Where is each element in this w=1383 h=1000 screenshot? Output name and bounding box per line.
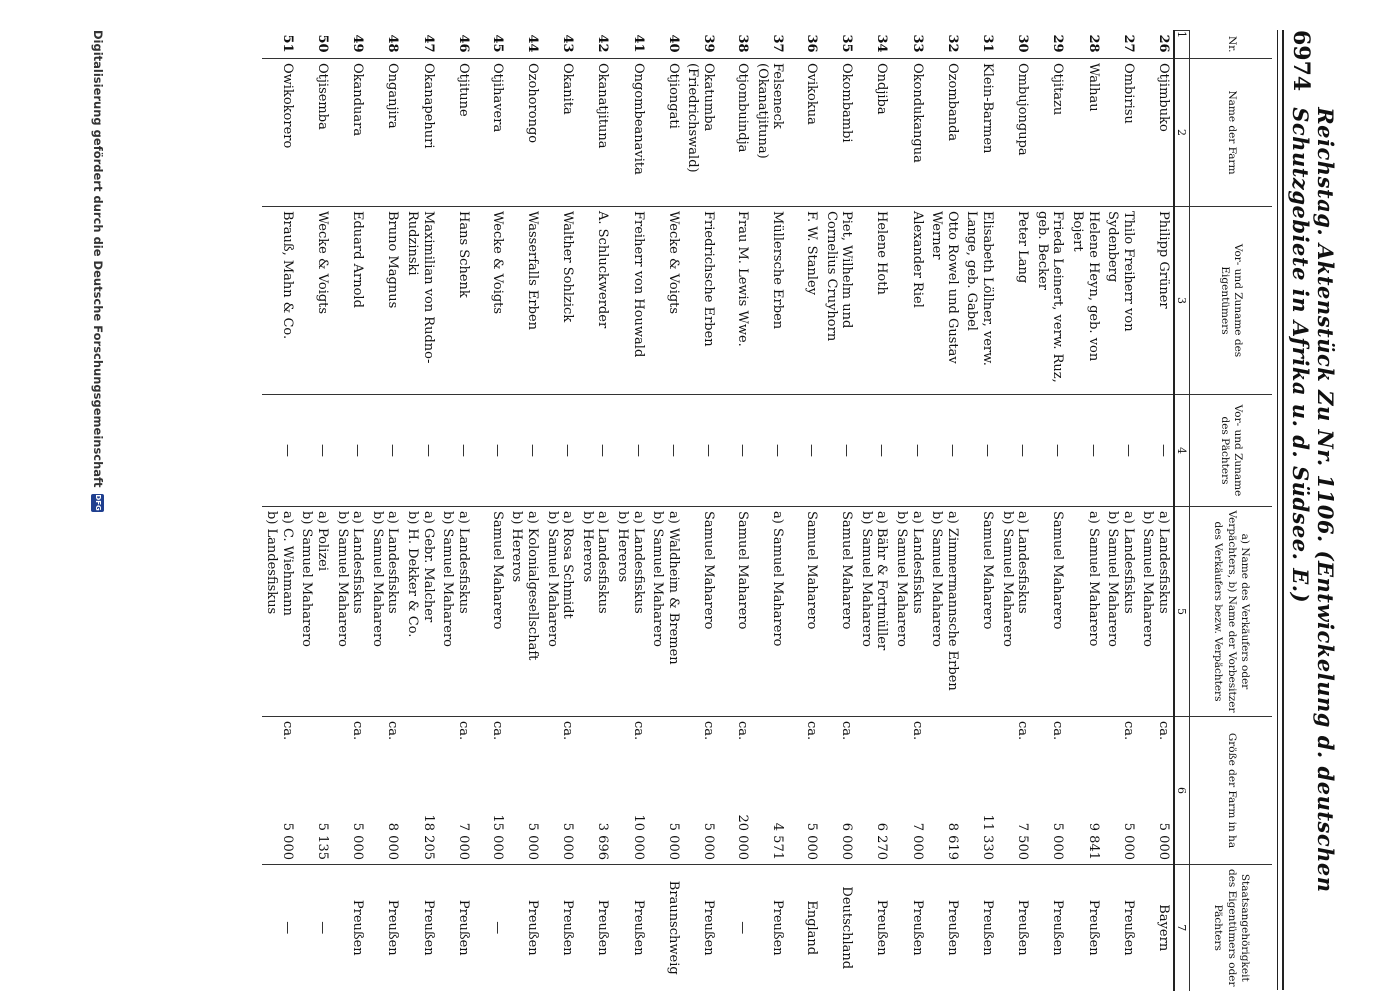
size-approx: ca. — [1120, 721, 1136, 741]
seller-name: Samuel Maharero — [962, 507, 997, 717]
size-value: 10 000 — [630, 814, 646, 860]
size-value: 5 000 — [350, 822, 366, 860]
size-approx: ca. — [909, 721, 925, 741]
table-row — [648, 31, 683, 991]
farm-table — [262, 30, 1272, 991]
seller-name: a) Landesfiskus b) Samuel Maharero — [1103, 507, 1138, 717]
nationality: Preußen — [542, 865, 577, 991]
nationality: Preußen — [577, 865, 612, 991]
table-row — [438, 31, 473, 991]
row-number: 41 — [630, 34, 646, 53]
seller-name: a) Landesfiskus b) Samuel Maharero — [1138, 507, 1174, 717]
tenant-name: — — [752, 395, 787, 507]
farm-name: Ongombeanavita — [612, 59, 647, 207]
size-value: 9 841 — [1085, 822, 1101, 860]
row-number: 43 — [560, 34, 576, 53]
size-approx: ca. — [839, 721, 855, 741]
table-row — [821, 31, 856, 991]
owner-name: Walther Sohlzick — [542, 207, 577, 395]
owner-name: Friedrichsche Erben — [683, 207, 718, 395]
seller-name: a) Landesfiskus b) Hereros — [612, 507, 647, 717]
farm-size — [892, 717, 927, 865]
tenant-name: — — [648, 395, 683, 507]
table-row — [577, 31, 612, 991]
size-value: 7 000 — [455, 822, 471, 860]
farm-size — [648, 717, 683, 865]
tenant-name: — — [1067, 395, 1102, 507]
table-row — [1138, 31, 1174, 991]
farm-size — [367, 717, 402, 865]
size-approx: ca. — [385, 721, 401, 741]
tenant-name: — — [612, 395, 647, 507]
table-row — [612, 31, 647, 991]
col-header-nr: Nr. — [1190, 31, 1273, 59]
col-header-state: Staatsangehörigkeit des Eigentümers oder Pächters — [1190, 865, 1273, 991]
table-row — [542, 31, 577, 991]
size-approx: ca. — [455, 721, 471, 741]
col-number: 4 — [1174, 395, 1190, 507]
owner-name: Wecke & Voigts — [648, 207, 683, 395]
seller-name: a) Samuel Maharero — [1067, 507, 1102, 717]
nationality: — — [297, 865, 332, 991]
table-row — [367, 31, 402, 991]
size-value: 7 000 — [909, 822, 925, 860]
nationality: Preußen — [1032, 865, 1067, 991]
tenant-name: — — [438, 395, 473, 507]
owner-name: Bruno Magnus — [367, 207, 402, 395]
table-row — [892, 31, 927, 991]
tenant-name: — — [577, 395, 612, 507]
table-body — [262, 31, 1174, 991]
row-number: 30 — [1015, 34, 1031, 53]
col-number: 1 — [1174, 31, 1190, 59]
nationality: — — [718, 865, 752, 991]
tenant-name: — — [962, 395, 997, 507]
nationality: Preußen — [962, 865, 997, 991]
seller-name: a) Samuel Maharero — [752, 507, 787, 717]
row-number: 37 — [770, 34, 786, 53]
col-header-owner: Vor- und Zuname des Eigentümers — [1190, 207, 1273, 395]
farm-name: Felseneck (Okanatjituna) — [752, 59, 787, 207]
farm-name: Okombambi — [821, 59, 856, 207]
size-value: 6 000 — [839, 822, 855, 860]
size-approx: ca. — [560, 721, 576, 741]
tenant-name: — — [367, 395, 402, 507]
tenant-name: — — [262, 395, 297, 507]
farm-name: Klein-Barmen — [962, 59, 997, 207]
footer-text: Digitalisierung gefördert durch die Deutsche Forschungsgemeinschaft — [91, 30, 105, 488]
seller-name: a) Kolonialgesellschaft b) Hereros — [507, 507, 542, 717]
owner-name: F. W. Stanley — [787, 207, 821, 395]
row-number: 45 — [489, 34, 505, 53]
page-header — [1288, 30, 1338, 990]
col-number: 2 — [1174, 59, 1190, 207]
nationality: Preußen — [927, 865, 962, 991]
nationality: Preußen — [1067, 865, 1102, 991]
seller-name: Samuel Maharero — [718, 507, 752, 717]
size-value: 5 000 — [1050, 822, 1066, 860]
farm-size — [683, 717, 718, 865]
farm-name: Walhau — [1067, 59, 1102, 207]
table-row — [1067, 31, 1102, 991]
tenant-name: — — [1138, 395, 1174, 507]
farm-size — [927, 717, 962, 865]
row-number: 47 — [420, 34, 436, 53]
nationality: — — [262, 865, 297, 991]
size-value: 6 270 — [874, 822, 890, 860]
size-approx: ca. — [489, 721, 505, 741]
farm-size — [1138, 717, 1174, 865]
seller-name: Samuel Maharero — [821, 507, 856, 717]
owner-name: Thilo Freiherr von Sydenberg — [1103, 207, 1138, 395]
size-value: 8 000 — [385, 822, 401, 860]
table-row — [297, 31, 332, 991]
owner-name: Brauß, Mahn & Co. — [262, 207, 297, 395]
col-header-seller: a) Name des Verkäufers oder Verpächters, b) Name der Vorbesitzer des Verkäufers bezw. Verpächters — [1190, 507, 1273, 717]
farm-name: Otjiongati — [648, 59, 683, 207]
row-number: 35 — [839, 34, 855, 53]
seller-name: Samuel Maharero — [787, 507, 821, 717]
table-row — [856, 31, 891, 991]
row-number: 44 — [525, 34, 540, 53]
seller-name: a) Landesfiskus b) Hereros — [577, 507, 612, 717]
size-value: 5 000 — [279, 822, 295, 860]
nationality: Deutschland — [821, 865, 856, 991]
farm-size — [718, 717, 752, 865]
seller-name: a) Waldheim & Bremen b) Samuel Maharero — [648, 507, 683, 717]
farm-size — [612, 717, 647, 865]
farm-name: Okanduara — [332, 59, 367, 207]
tenant-name: — — [332, 395, 367, 507]
farm-size — [473, 717, 507, 865]
tenant-name: — — [718, 395, 752, 507]
owner-name: Wecke & Voigts — [473, 207, 507, 395]
nationality: Preußen — [1103, 865, 1138, 991]
owner-name: Alexander Riel — [892, 207, 927, 395]
nationality: Preußen — [892, 865, 927, 991]
nationality: Preußen — [402, 865, 437, 991]
size-value: 5 000 — [804, 822, 820, 860]
tenant-name: — — [297, 395, 332, 507]
tenant-name: — — [507, 395, 542, 507]
size-approx: ca. — [804, 721, 820, 741]
farm-size — [787, 717, 821, 865]
size-value: 18 205 — [420, 814, 436, 860]
farm-name: Okanita — [542, 59, 577, 207]
farm-name: Okatumba (Friedrichswald) — [683, 59, 718, 207]
table-row — [332, 31, 367, 991]
size-value: 5 000 — [1120, 822, 1136, 860]
farm-size — [962, 717, 997, 865]
farm-size — [507, 717, 542, 865]
nationality: Preußen — [507, 865, 542, 991]
seller-name: Samuel Maharero — [473, 507, 507, 717]
owner-name: Piet, Wilhelm und Cornelius Cruyhorn — [821, 207, 856, 395]
seller-name: a) Rosa Schmidt b) Samuel Maharero — [542, 507, 577, 717]
farm-name: Okondukangua — [892, 59, 927, 207]
tenant-name: — — [1032, 395, 1067, 507]
owner-name: Eduard Arnold — [332, 207, 367, 395]
tenant-name: — — [892, 395, 927, 507]
row-number: 33 — [909, 34, 925, 53]
size-approx: ca. — [1050, 721, 1066, 741]
column-number-row — [1174, 31, 1190, 991]
page-footer — [88, 30, 108, 990]
owner-name: Helene Heyn, geb. von Bojert — [1067, 207, 1102, 395]
farm-size — [821, 717, 856, 865]
owner-name: Frieda Leinert, verw. Ruz, geb. Becker — [1032, 207, 1067, 395]
nationality: Preußen — [332, 865, 367, 991]
nationality: Braunschweig — [648, 865, 683, 991]
row-number: 48 — [385, 34, 401, 53]
table-row — [262, 31, 297, 991]
row-number: 38 — [734, 34, 750, 53]
seller-name: a) Landesfiskus b) Samuel Maharero — [892, 507, 927, 717]
owner-name: Peter Lang — [997, 207, 1032, 395]
size-value: 7 500 — [1015, 822, 1031, 860]
owner-name: Wecke & Voigts — [297, 207, 332, 395]
col-header-size: Größe der Farm in ha — [1190, 717, 1273, 865]
table-row — [473, 31, 507, 991]
farm-size — [997, 717, 1032, 865]
farm-name: Ovikokua — [787, 59, 821, 207]
size-value: 5 000 — [560, 822, 576, 860]
size-approx: ca. — [630, 721, 646, 741]
size-approx: ca. — [350, 721, 366, 741]
size-value: 20 000 — [734, 814, 750, 860]
size-value: 5 000 — [665, 822, 681, 860]
tenant-name: — — [1103, 395, 1138, 507]
tenant-name: — — [402, 395, 437, 507]
table-row — [1032, 31, 1067, 991]
tenant-name: — — [473, 395, 507, 507]
seller-name: a) Landesfiskus b) Samuel Maharero — [438, 507, 473, 717]
header-row — [1190, 31, 1273, 991]
size-approx: ca. — [279, 721, 295, 741]
farm-name: Ombirisu — [1103, 59, 1138, 207]
row-number: 32 — [944, 34, 960, 53]
col-number: 6 — [1174, 717, 1190, 865]
farm-name: Onganjira — [367, 59, 402, 207]
size-value: 5 000 — [525, 822, 540, 860]
owner-name: Otto Rowel und Gustav Werner — [927, 207, 962, 395]
farm-name: Okanatjituna — [577, 59, 612, 207]
seller-name: Samuel Maharero — [683, 507, 718, 717]
farm-size — [1032, 717, 1067, 865]
tenant-name: — — [821, 395, 856, 507]
size-value: 3 696 — [595, 822, 611, 860]
size-value: 15 000 — [489, 814, 505, 860]
farm-name: Ozombanda — [927, 59, 962, 207]
owner-name: Wasserfalls Erben — [507, 207, 542, 395]
size-value: 5 135 — [315, 822, 331, 860]
nationality: Preußen — [683, 865, 718, 991]
row-number: 50 — [315, 34, 331, 53]
table-row — [787, 31, 821, 991]
seller-name: a) Zimmermannsche Erben b) Samuel Maharero — [927, 507, 962, 717]
seller-name: a) Polizei b) Samuel Maharero — [297, 507, 332, 717]
seller-name: a) Gebr. Malcher b) H. Dekker & Co. — [402, 507, 437, 717]
farm-size — [752, 717, 787, 865]
page-title: Reichstag. Aktenstück Zu Nr. 1106. (Entwickelung d. deutschen Schutzgebiete in Afrika u. d. Südsee. E.) — [1288, 107, 1338, 893]
farm-size — [297, 717, 332, 865]
nationality: Preußen — [438, 865, 473, 991]
col-number: 7 — [1174, 865, 1190, 991]
owner-name: Maximilian von Rudno-Rudzinski — [402, 207, 437, 395]
farm-name: Otjihavera — [473, 59, 507, 207]
tenant-name: — — [683, 395, 718, 507]
row-number: 29 — [1050, 34, 1066, 53]
col-number: 3 — [1174, 207, 1190, 395]
size-approx: ca. — [734, 721, 750, 741]
farm-name: Ondjiba — [856, 59, 891, 207]
rotated-document — [85, 30, 1338, 990]
farm-size — [262, 717, 297, 865]
seller-name: a) C. Wiehmann b) Landesfiskus — [262, 507, 297, 717]
row-number: 34 — [874, 34, 890, 53]
size-approx: ca. — [1156, 721, 1171, 741]
owner-name: Elisabeth Löllner, verw. Lange, geb. Gabel — [962, 207, 997, 395]
farm-name: Ozohorongo — [507, 59, 542, 207]
farm-size — [542, 717, 577, 865]
row-number: 49 — [350, 34, 366, 53]
dfg-logo: DFG — [92, 494, 105, 512]
farm-name: Otjitazu — [1032, 59, 1067, 207]
tenant-name: — — [542, 395, 577, 507]
owner-name: Philipp Grüner — [1138, 207, 1174, 395]
farm-size — [1103, 717, 1138, 865]
table-row — [683, 31, 718, 991]
farm-name: Owikokorero — [262, 59, 297, 207]
farm-name: Ombujongupa — [997, 59, 1032, 207]
nationality: Preußen — [997, 865, 1032, 991]
table-row — [752, 31, 787, 991]
farm-name: Otjitune — [438, 59, 473, 207]
farm-size — [856, 717, 891, 865]
farm-size — [1067, 717, 1102, 865]
row-number: 28 — [1085, 34, 1101, 53]
nationality: Preußen — [752, 865, 787, 991]
farm-name: Okanapehuri — [402, 59, 437, 207]
tenant-name: — — [856, 395, 891, 507]
nationality: Bayern — [1138, 865, 1174, 991]
size-value: 5 000 — [1156, 822, 1171, 860]
row-number: 27 — [1120, 34, 1136, 53]
row-number: 40 — [665, 34, 681, 53]
farm-size — [332, 717, 367, 865]
table-row — [962, 31, 997, 991]
owner-name: Frau M. Lewis Wwe. — [718, 207, 752, 395]
farm-name: Otjombuindja — [718, 59, 752, 207]
seller-name: a) Landesfiskus b) Samuel Maharero — [997, 507, 1032, 717]
page-number: 6974 — [1288, 30, 1314, 92]
nationality: England — [787, 865, 821, 991]
size-value: 4 571 — [770, 822, 786, 860]
row-number: 36 — [804, 34, 820, 53]
farm-size — [402, 717, 437, 865]
seller-name: a) Landesfiskus b) Samuel Maharero — [367, 507, 402, 717]
row-number: 51 — [279, 34, 295, 53]
size-value: 11 330 — [980, 814, 996, 860]
nationality: Preußen — [367, 865, 402, 991]
col-header-farm: Name der Farm — [1190, 59, 1273, 207]
farm-size — [438, 717, 473, 865]
size-approx: ca. — [1015, 721, 1031, 741]
table-row — [927, 31, 962, 991]
size-value: 5 000 — [700, 822, 716, 860]
owner-name: Hans Schenk — [438, 207, 473, 395]
farm-size — [577, 717, 612, 865]
tenant-name: — — [787, 395, 821, 507]
table-row — [1103, 31, 1138, 991]
table-row — [718, 31, 752, 991]
row-number: 39 — [700, 34, 716, 53]
tenant-name: — — [997, 395, 1032, 507]
farm-name: Otjisemba — [297, 59, 332, 207]
table-row — [402, 31, 437, 991]
header-rule — [1277, 30, 1284, 990]
owner-name: A. Schluckwerder — [577, 207, 612, 395]
size-approx: ca. — [700, 721, 716, 741]
nationality: Preußen — [856, 865, 891, 991]
nationality: Preußen — [612, 865, 647, 991]
seller-name: Samuel Maharero — [1032, 507, 1067, 717]
nationality: — — [473, 865, 507, 991]
size-value: 8 619 — [944, 822, 960, 860]
owner-name: Müllersche Erben — [752, 207, 787, 395]
tenant-name: — — [927, 395, 962, 507]
seller-name: a) Landesfiskus b) Samuel Maharero — [332, 507, 367, 717]
row-number: 26 — [1156, 34, 1171, 53]
owner-name: Helene Hoth — [856, 207, 891, 395]
farm-name: Otjimbuko — [1138, 59, 1174, 207]
seller-name: a) Bähr & Fortmüller b) Samuel Maharero — [856, 507, 891, 717]
col-header-tenant: Vor- und Zuname des Pächters — [1190, 395, 1273, 507]
owner-name: Freiherr von Houwald — [612, 207, 647, 395]
table-row — [507, 31, 542, 991]
row-number: 31 — [980, 34, 996, 53]
row-number: 42 — [595, 34, 611, 53]
col-number: 5 — [1174, 507, 1190, 717]
row-number: 46 — [455, 34, 471, 53]
table-row — [997, 31, 1032, 991]
